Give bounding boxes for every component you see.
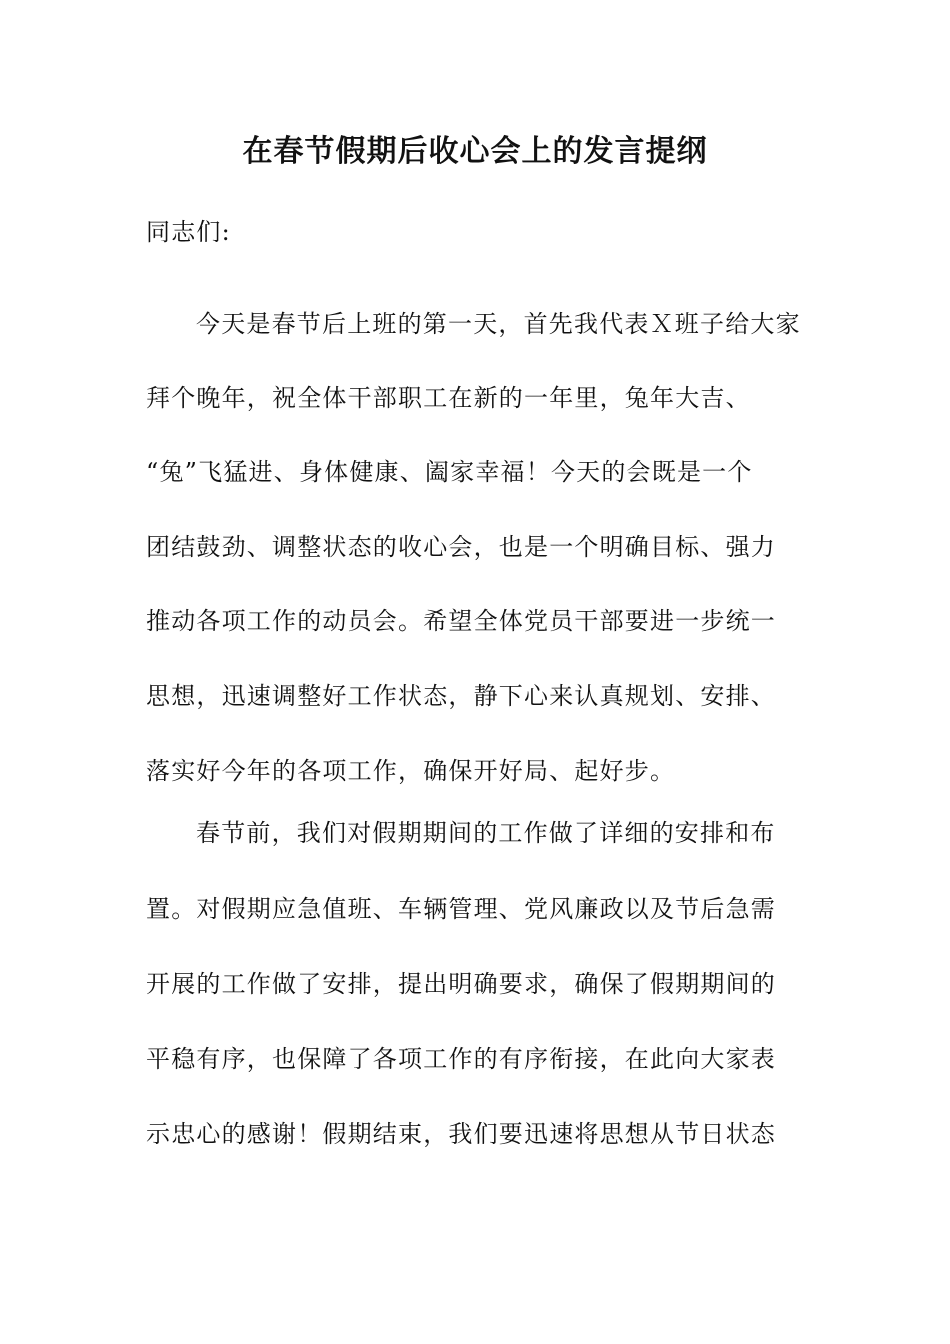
paragraph-1-line-7: 落实好今年的各项工作，确保开好局、起好步。 (146, 757, 676, 785)
paragraph-2-line-4: 平稳有序，也保障了各项工作的有序衔接，在此向大家表 (146, 1045, 776, 1073)
paragraph-2-line-5: 示忠心的感谢！假期结束，我们要迅速将思想从节日状态 (146, 1120, 776, 1148)
paragraph-1-line-6: 思想，迅速调整好工作状态，静下心来认真规划、安排、 (146, 682, 776, 710)
paragraph-1-line-5: 推动各项工作的动员会。希望全体党员干部要进一步统一 (146, 607, 776, 635)
paragraph-1-line-4: 团结鼓劲、调整状态的收心会，也是一个明确目标、强力 (146, 533, 776, 561)
paragraph-2-line-3: 开展的工作做了安排，提出明确要求，确保了假期期间的 (146, 970, 776, 998)
paragraph-1-line-3: “兔”飞猛进、身体健康、阖家幸福！今天的会既是一个 (146, 458, 753, 486)
document-title: 在春节假期后收心会上的发言提纲 (242, 134, 708, 169)
paragraph-1-line-1: 今天是春节后上班的第一天，首先我代表Ｘ班子给大家 (196, 310, 801, 338)
paragraph-2-line-1: 春节前，我们对假期期间的工作做了详细的安排和布 (196, 819, 776, 847)
paragraph-2-line-2: 置。对假期应急值班、车辆管理、党风廉政以及节后急需 (146, 895, 776, 923)
paragraph-1-line-2: 拜个晚年，祝全体干部职工在新的一年里，兔年大吉、 (146, 384, 751, 412)
salutation: 同志们: (146, 218, 231, 246)
